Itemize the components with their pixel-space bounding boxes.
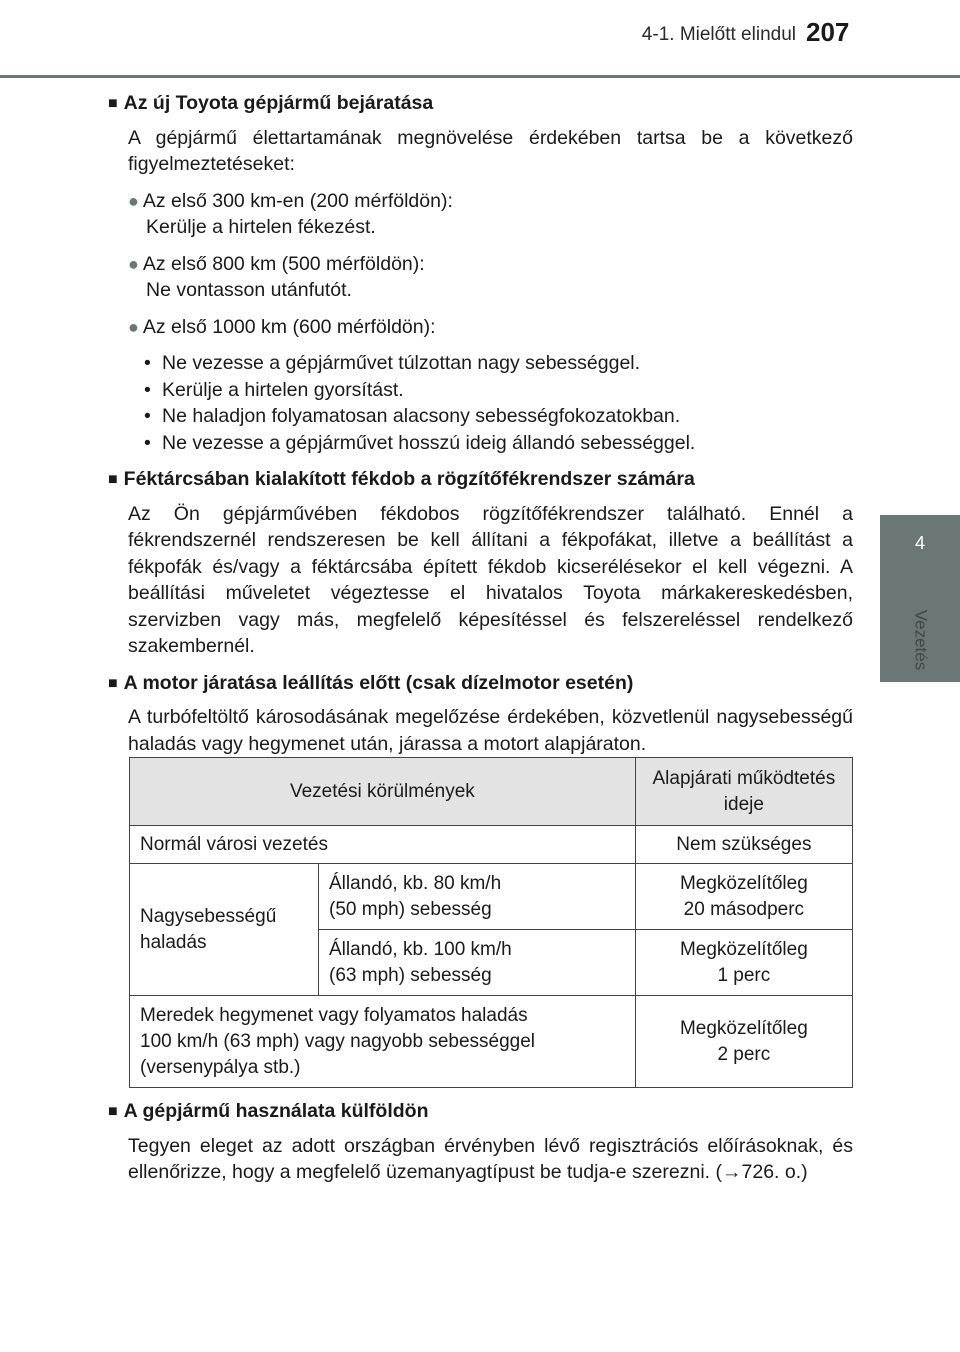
item-heading: Az első 1000 km (600 mérföldön): [142,315,436,338]
square-bullet-icon: ■ [108,471,118,488]
break-in-item-1000km [128,314,853,341]
item-text: Kerülje a hirtelen fékezést. [146,216,376,238]
item-text: Ne vontasson utánfutót. [146,279,352,301]
break-in-intro: A gépjármű élettartamának megnövelése érdekében tartsa be a következő figyelmeztetéseket: [128,126,853,175]
chapter-label-text: Vezetés [911,609,930,671]
square-bullet-icon: ■ [108,95,118,112]
column-header-conditions: Vezetési körülmények [130,758,636,826]
engine-idle-body: A turbófeltöltő károsodásának megelőzése érdekében, közvetlenül nagysebességű haladás vagy hegymenet után, járassa a motort alapjáraton. [128,706,853,755]
list-item: • Ne vezesse a gépjárművet túlzottan nagy sebességgel. [140,350,853,377]
table-cell: Állandó, kb. 100 km/h (63 mph) sebesség [319,930,636,996]
table-cell: Megközelítőleg 1 perc [635,930,852,996]
table-row [130,826,853,864]
section-title-break-in [108,90,853,118]
table-cell-group: Nagysebességű haladás [130,864,319,996]
item-heading: Az első 800 km (500 mérföldön): [142,252,425,275]
circle-bullet-icon: ● [128,253,139,274]
section-abroad [108,1098,853,1196]
break-in-item-800km [128,251,853,304]
break-in-item-300km [128,188,853,241]
section-title-engine-idle [108,670,853,698]
circle-bullet-icon: ● [128,190,139,211]
table-row [130,996,853,1088]
header-divider [0,75,960,78]
break-in-bullet-list [140,350,853,456]
list-item: • Ne haladjon folyamatosan alacsony sebességfokozatokban. [140,403,853,430]
section-title-abroad [108,1098,853,1126]
header-section-title: 4-1. Mielőtt elindul [641,24,796,45]
chapter-label [880,590,960,690]
circle-bullet-icon: ● [128,316,139,337]
drum-brake-body: Az Ön gépjárművében fékdobos rögzítőfékrendszer található. Ennél a fékrendszernél rendszeresen be kell állítani a fékpofákat, illetve a beállítást a fékpofák és/vagy a féktárcsába épített fékdob kicserélésekor el kell végezni. A beállítási műveletet végeztesse el hivatalos Toyota márkakereskedésben, szervizben vagy más, megfelelő képesítéssel és felszereléssel rendelkező szakembernél. [128,502,853,657]
list-item: • Ne vezesse a gépjárművet hosszú ideig állandó sebességgel. [140,430,853,457]
column-header-idle-time: Alapjárati működtetés ideje [635,758,852,826]
section-title-drum-brake [108,466,853,494]
chapter-number: 4 [914,533,925,553]
table-row [130,864,853,930]
abroad-body: Tegyen eleget az adott országban érvényben lévő regisztrációs előírásoknak, és ellenőrizze, hogy a megfelelő üzemanyagtípust be tudja-e szerezni. (→726. o.) [128,1134,853,1183]
list-item: • Kerülje a hirtelen gyorsítást. [140,377,853,404]
table-cell: Meredek hegymenet vagy folyamatos haladás 100 km/h (63 mph) vagy nagyobb sebességgel (versenypálya stb.) [130,996,636,1088]
square-bullet-icon: ■ [108,674,118,692]
table-cell: Megközelítőleg 20 másodperc [635,864,852,930]
table-header-row [130,758,853,826]
table-cell: Állandó, kb. 80 km/h (50 mph) sebesség [319,864,636,930]
main-content [108,90,853,767]
section-title-text: Az új Toyota gépjármű bejáratása [123,92,434,114]
section-title-text: Féktárcsában kialakított fékdob a rögzítőfékrendszer számára [123,468,695,490]
item-heading: Az első 300 km-en (200 mérföldön): [142,189,453,212]
square-bullet-icon: ■ [108,1103,118,1120]
table-cell: Nem szükséges [635,826,852,864]
table-cell: Megközelítőleg 2 perc [635,996,852,1088]
page-number: 207 [806,17,850,47]
section-title-text: A motor járatása leállítás előtt (csak dízelmotor esetén) [123,671,634,694]
section-title-text: A gépjármű használata külföldön [123,1100,429,1122]
idle-time-table [129,757,853,1088]
table-cell: Normál városi vezetés [130,826,636,864]
